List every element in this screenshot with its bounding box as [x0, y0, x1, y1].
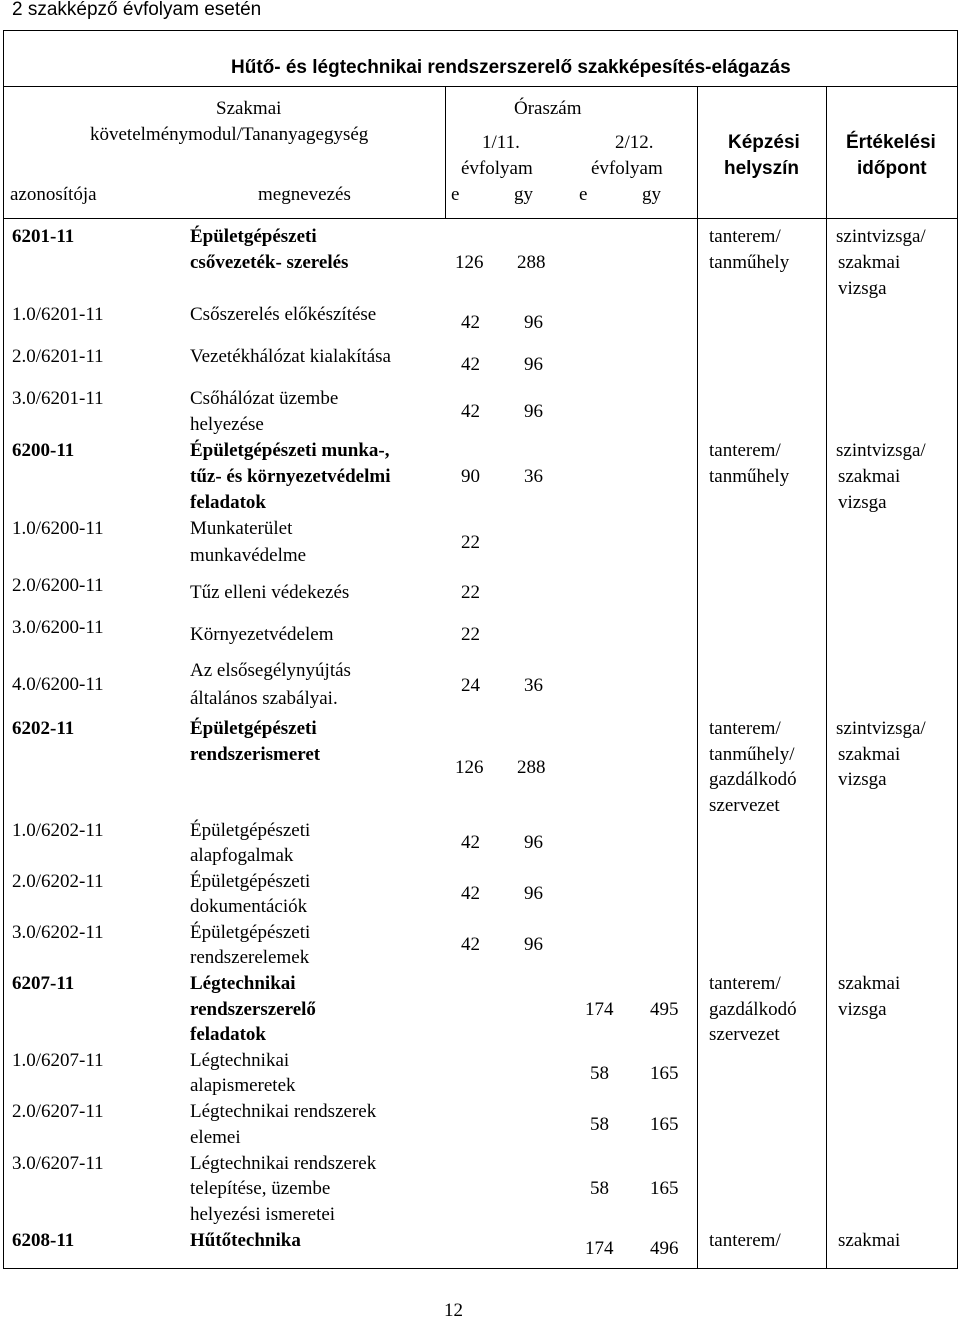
- row-name: tűz- és környezetvédelmi: [190, 466, 391, 487]
- row-eval: szakmai: [838, 973, 901, 994]
- row-id: 3.0/6201-11: [12, 388, 104, 409]
- row-hours-e1: 22: [461, 532, 480, 553]
- row-name: Tűz elleni védekezés: [190, 582, 350, 603]
- header-eval-line1: Értékelési: [846, 132, 936, 153]
- row-eval: szakmai: [838, 466, 901, 487]
- row-name: Épületgépészeti munka-,: [190, 440, 390, 461]
- row-hours-e1: 42: [461, 934, 480, 955]
- row-hours-e1: 42: [461, 312, 480, 333]
- row-hours-gy1: 36: [524, 466, 543, 487]
- row-hours-e2: 58: [590, 1178, 609, 1199]
- row-hours-e1: 42: [461, 354, 480, 375]
- row-eval: vizsga: [838, 278, 887, 299]
- row-hours-e2: 58: [590, 1114, 609, 1135]
- row-name: rendszerelemek: [190, 947, 310, 968]
- row-hours-e1: 126: [455, 757, 484, 778]
- row-hours-gy2: 496: [650, 1238, 679, 1259]
- row-name: feladatok: [190, 1024, 266, 1045]
- row-eval: szakmai: [838, 252, 901, 273]
- row-name: Légtechnikai rendszerek: [190, 1153, 377, 1174]
- row-name: Légtechnikai rendszerek: [190, 1101, 377, 1122]
- row-hours-gy1: 96: [524, 312, 543, 333]
- row-eval: vizsga: [838, 492, 887, 513]
- header-year2-line2: évfolyam: [591, 158, 663, 179]
- header-module-line2: követelménymodul/Tananyagegység: [90, 124, 369, 145]
- row-name: elemei: [190, 1127, 241, 1148]
- row-name: Épületgépészeti: [190, 871, 311, 892]
- row-hours-e1: 22: [461, 624, 480, 645]
- row-id: 2.0/6202-11: [12, 871, 104, 892]
- row-hours-gy1: 96: [524, 883, 543, 904]
- row-hours-e1: 42: [461, 832, 480, 853]
- row-name: általános szabályai.: [190, 688, 338, 709]
- row-hours-e2: 58: [590, 1063, 609, 1084]
- header-place-line2: helyszín: [724, 158, 799, 179]
- row-name: helyezési ismeretei: [190, 1204, 336, 1225]
- header-e1: e: [451, 184, 460, 205]
- row-hours-e1: 22: [461, 582, 480, 603]
- row-eval: vizsga: [838, 999, 887, 1020]
- header-hours: Óraszám: [514, 98, 582, 119]
- row-id: 2.0/6201-11: [12, 346, 104, 367]
- row-name: Az elsősegélynyújtás: [190, 660, 351, 681]
- header-eval-line2: időpont: [857, 158, 927, 179]
- row-name: Környezetvédelem: [190, 624, 334, 645]
- row-place: tanműhely/: [709, 744, 795, 765]
- row-place: tanterem/: [709, 440, 781, 461]
- row-name: Vezetékhálózat kialakítása: [190, 346, 391, 367]
- row-name: Épületgépészeti: [190, 922, 311, 943]
- header-gy2: gy: [642, 184, 661, 205]
- row-hours-gy1: 96: [524, 832, 543, 853]
- row-hours-gy1: 288: [517, 757, 546, 778]
- row-id: 1.0/6200-11: [12, 518, 104, 539]
- header-gy1: gy: [514, 184, 533, 205]
- header-place-line1: Képzési: [728, 132, 800, 153]
- row-hours-e1: 90: [461, 466, 480, 487]
- row-id: 1.0/6207-11: [12, 1050, 104, 1071]
- row-name: alapismeretek: [190, 1075, 296, 1096]
- row-hours-gy1: 96: [524, 934, 543, 955]
- row-name: Épületgépészeti: [190, 226, 317, 247]
- page-number: 12: [444, 1300, 463, 1321]
- row-hours-e1: 24: [461, 675, 480, 696]
- row-hours-e2: 174: [585, 999, 614, 1020]
- row-place: tanműhely: [709, 466, 790, 487]
- row-eval: szakmai: [838, 1230, 901, 1251]
- row-id: 3.0/6202-11: [12, 922, 104, 943]
- header-year2-line1: 2/12.: [615, 132, 654, 153]
- row-name: Épületgépészeti: [190, 820, 311, 841]
- row-hours-e1: 126: [455, 252, 484, 273]
- row-place: tanterem/: [709, 973, 781, 994]
- row-eval: szintvizsga/: [836, 718, 926, 739]
- row-eval: szintvizsga/: [836, 226, 926, 247]
- table-title: Hűtő- és légtechnikai rendszerszerelő szakképesítés-elágazás: [231, 57, 791, 78]
- row-hours-e1: 42: [461, 401, 480, 422]
- row-name: rendszerismeret: [190, 744, 321, 765]
- row-name: dokumentációk: [190, 896, 308, 917]
- row-id: 6201-11: [12, 226, 75, 247]
- row-hours-gy1: 36: [524, 675, 543, 696]
- row-id: 1.0/6201-11: [12, 304, 104, 325]
- row-id: 3.0/6200-11: [12, 617, 104, 638]
- row-name: csővezeték- szerelés: [190, 252, 349, 273]
- header-module-line1: Szakmai: [216, 98, 282, 119]
- row-name: munkavédelme: [190, 545, 307, 566]
- row-place: tanterem/: [709, 226, 781, 247]
- row-id: 6207-11: [12, 973, 75, 994]
- row-name: rendszerszerelő: [190, 999, 316, 1020]
- row-hours-gy2: 165: [650, 1178, 679, 1199]
- row-hours-gy2: 495: [650, 999, 679, 1020]
- row-eval: szintvizsga/: [836, 440, 926, 461]
- row-place: tanterem/: [709, 1230, 781, 1251]
- row-hours-gy1: 96: [524, 354, 543, 375]
- row-place: szervezet: [709, 795, 780, 816]
- row-name: Légtechnikai: [190, 973, 296, 994]
- row-eval: szakmai: [838, 744, 901, 765]
- row-id: 3.0/6207-11: [12, 1153, 104, 1174]
- row-hours-gy2: 165: [650, 1063, 679, 1084]
- row-name: helyezése: [190, 414, 264, 435]
- row-place: gazdálkodó: [709, 769, 797, 790]
- row-id: 4.0/6200-11: [12, 674, 104, 695]
- row-name: feladatok: [190, 492, 266, 513]
- row-name: Csőszerelés előkészítése: [190, 304, 377, 325]
- row-name: Csőhálózat üzembe: [190, 388, 339, 409]
- row-place: szervezet: [709, 1024, 780, 1045]
- row-place: tanterem/: [709, 718, 781, 739]
- header-e2: e: [579, 184, 588, 205]
- row-name: telepítése, üzembe: [190, 1178, 331, 1199]
- row-id: 1.0/6202-11: [12, 820, 104, 841]
- row-eval: vizsga: [838, 769, 887, 790]
- row-hours-gy1: 96: [524, 401, 543, 422]
- header-year1-line2: évfolyam: [461, 158, 533, 179]
- row-id: 6202-11: [12, 718, 75, 739]
- header-name: megnevezés: [258, 184, 351, 205]
- row-place: tanműhely: [709, 252, 790, 273]
- row-place: gazdálkodó: [709, 999, 797, 1020]
- row-hours-e1: 42: [461, 883, 480, 904]
- row-id: 2.0/6207-11: [12, 1101, 104, 1122]
- row-hours-gy2: 165: [650, 1114, 679, 1135]
- section-heading: 2 szakképző évfolyam esetén: [12, 0, 262, 20]
- row-id: 6200-11: [12, 440, 75, 461]
- header-year1-line1: 1/11.: [482, 132, 520, 153]
- row-hours-e2: 174: [585, 1238, 614, 1259]
- row-hours-gy1: 288: [517, 252, 546, 273]
- header-id: azonosítója: [10, 184, 97, 205]
- row-name: Épületgépészeti: [190, 718, 317, 739]
- row-id: 2.0/6200-11: [12, 575, 104, 596]
- row-name: alapfogalmak: [190, 845, 294, 866]
- row-name: Hűtőtechnika: [190, 1230, 301, 1251]
- row-name: Munkaterület: [190, 518, 293, 539]
- row-id: 6208-11: [12, 1230, 75, 1251]
- row-name: Légtechnikai: [190, 1050, 290, 1071]
